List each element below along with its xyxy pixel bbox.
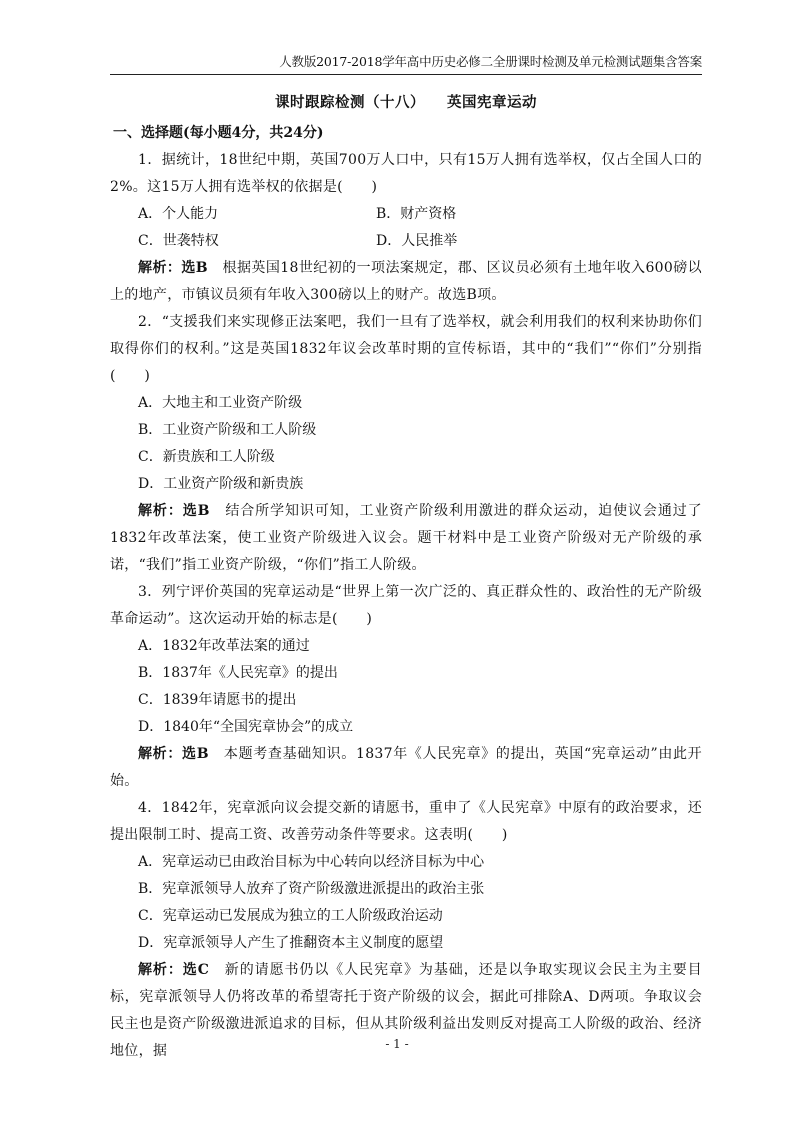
- explanation-label: 解析：选B: [138, 746, 209, 762]
- question-1-stem: 1．据统计，18世纪中期，英国700万人口中，只有15万人拥有选举权，仅占全国人口的2%。这15万人拥有选举权的依据是( ): [110, 152, 702, 195]
- explanation-text: 根据英国18世纪初的一项法案规定，郡、区议员必须有土地年收入600磅以上的地产，市镇议员须有年收入300磅以上的财产。故选B项。: [110, 260, 702, 303]
- question-1-option-d: D．人民推举: [376, 233, 458, 249]
- running-header: 人教版2017-2018学年高中历史必修二全册课时检测及单元检测试题集含答案: [110, 52, 702, 75]
- question-4-option-c: C．宪章运动已发展成为独立的工人阶级政治运动: [138, 908, 443, 924]
- page-number: - 1 -: [385, 1037, 409, 1051]
- title-main: 课时跟踪检测（十八）: [275, 94, 425, 111]
- question-4-option-a: A．宪章运动已由政治目标为中心转向以经济目标为中心: [138, 854, 485, 870]
- title-topic: 英国宪章运动: [447, 94, 537, 111]
- question-4-option-d: D．宪章派领导人产生了推翻资本主义制度的愿望: [138, 935, 444, 951]
- question-2-option-a: A．大地主和工业资产阶级: [138, 395, 303, 411]
- question-2-option-d: D．工业资产阶级和新贵族: [138, 476, 304, 492]
- question-1-option-b: B．财产资格: [376, 206, 457, 222]
- question-1-options-row-2: [110, 228, 702, 255]
- explanation-text: 新的请愿书仍以《人民宪章》为基础，还是以争取实现议会民主为主要目标，宪章派领导人仍将改革的希望寄托于资产阶级的议会，据此可排除A、D两项。争取议会民主也是资产阶级激进派追求的目标，但从其阶级利益出发则反对提高工人阶级的政治、经济地位，据: [110, 962, 702, 1059]
- question-3-option-d: D．1840年“全国宪章协会”的成立: [138, 719, 354, 735]
- question-3-stem: 3．列宁评价英国的宪章运动是“世界上第一次广泛的、真正群众性的、政治性的无产阶级革命运动”。这次运动开始的标志是( ): [110, 584, 702, 627]
- question-2-explanation: [110, 498, 702, 579]
- question-4-stem: 4．1842年，宪章派向议会提交新的请愿书，重申了《人民宪章》中原有的政治要求，还提出限制工时、提高工资、改善劳动条件等要求。这表明( ): [110, 800, 702, 843]
- section-heading: 一、选择题(每小题4分，共24分): [113, 125, 324, 141]
- explanation-label: 解析：选B: [138, 503, 210, 519]
- explanation-label: 解析：选B: [138, 260, 208, 276]
- question-1-option-a: A．个人能力: [138, 206, 219, 222]
- question-2-option-b: B．工业资产阶级和工人阶级: [138, 422, 317, 438]
- question-1-options-row-1: [110, 201, 702, 228]
- question-2-option-c: C．新贵族和工人阶级: [138, 449, 275, 465]
- question-1-option-c: C．世袭特权: [138, 233, 219, 249]
- question-3-explanation: [110, 741, 702, 795]
- question-3-option-b: B．1837年《人民宪章》的提出: [138, 665, 338, 681]
- question-3-option-a: A．1832年改革法案的通过: [138, 638, 310, 654]
- question-1-explanation: [110, 255, 702, 309]
- question-4-option-b: B．宪章派领导人放弃了资产阶级激进派提出的政治主张: [138, 881, 485, 897]
- page-title: [110, 92, 702, 114]
- explanation-label: 解析：选C: [138, 962, 210, 978]
- question-3-option-c: C．1839年请愿书的提出: [138, 692, 297, 708]
- page-content: [110, 92, 702, 1065]
- explanation-text: 本题考查基础知识。1837年《人民宪章》的提出，英国“宪章运动”由此开始。: [110, 746, 702, 789]
- explanation-text: 结合所学知识可知，工业资产阶级利用激进的群众运动，迫使议会通过了1832年改革法案，使工业资产阶级进入议会。题干材料中是工业资产阶级对无产阶级的承诺，“我们”指工业资产阶级，“你们”指工人阶级。: [110, 503, 702, 573]
- question-2-stem: 2．“支援我们来实现修正法案吧，我们一旦有了选举权，就会利用我们的权利来协助你们取得你们的权利。”这是英国1832年议会改革时期的宣传标语，其中的“我们”“你们”分别指( ): [110, 314, 702, 384]
